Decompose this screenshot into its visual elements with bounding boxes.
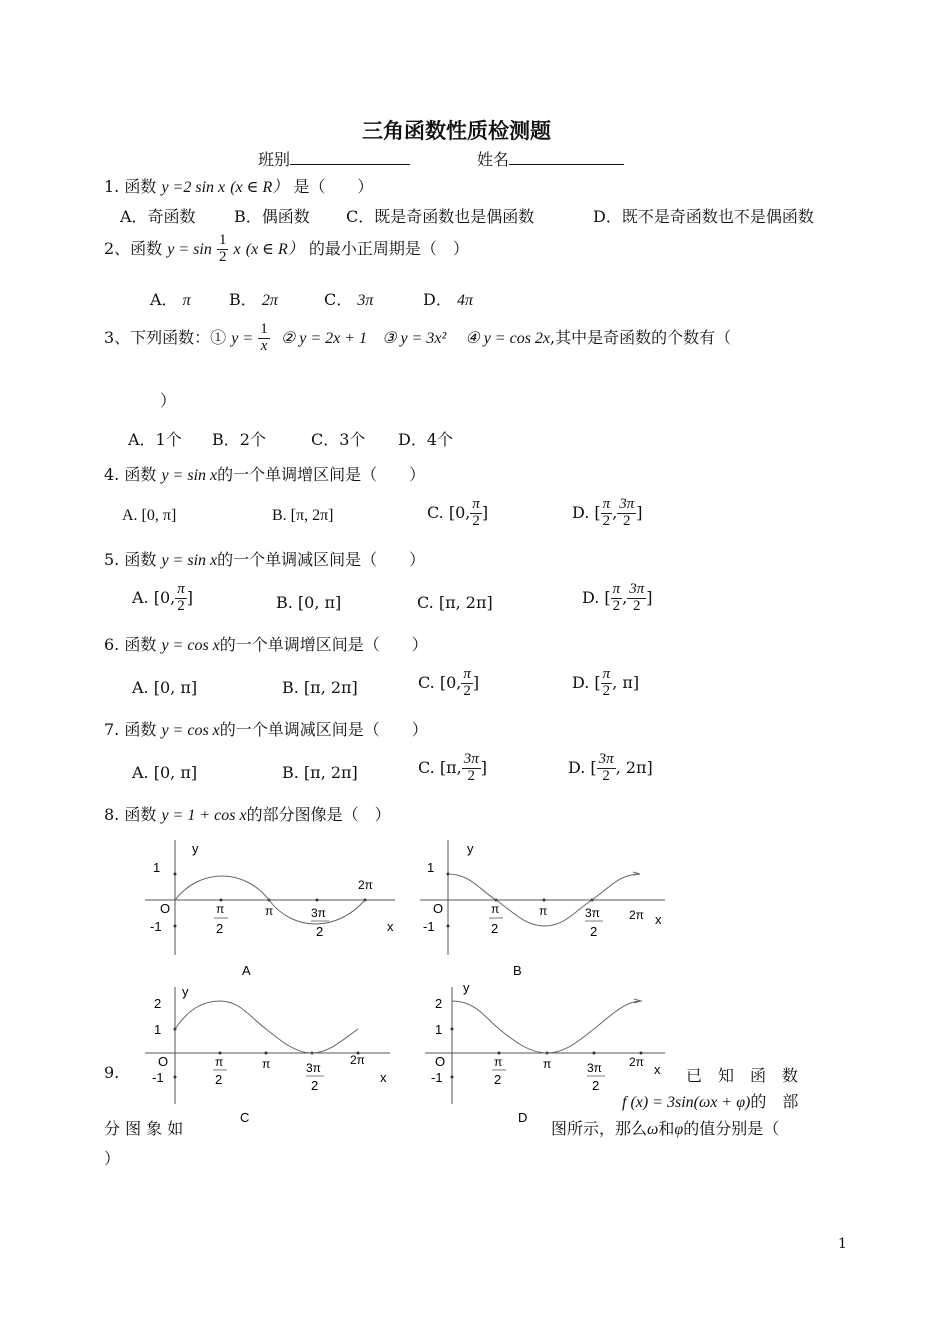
x-tick-label: 2π [629, 908, 644, 922]
q6-option-c[interactable]: C. [0, $\frac{\pi}{2}$ ] [418, 666, 480, 699]
y-tick-label: 1 [154, 1022, 162, 1037]
x-tick-label: 2π [358, 878, 373, 892]
question-6 [104, 632, 428, 655]
q9-text-left: 分 图 象 如 [104, 1119, 184, 1138]
class-label: 班别 [258, 150, 291, 169]
question-4 [104, 462, 425, 485]
x-axis-label: x [655, 912, 662, 927]
x-tick-label: π [216, 902, 225, 916]
y-tick-label: -1 [423, 919, 435, 934]
y-tick-label: -1 [152, 1070, 164, 1085]
graph-c[interactable] [140, 982, 400, 1122]
y-tick-label: 2 [154, 996, 162, 1011]
y-tick-label: 2 [435, 996, 443, 1011]
q2-domain: (x ∈ R） [245, 240, 304, 258]
x-axis-label: x [387, 919, 394, 934]
x-tick-label: π [539, 904, 548, 918]
x-tick-label: π [491, 902, 500, 916]
q2-stem: 2、函数 [104, 238, 163, 258]
x-axis-label: x [654, 1062, 661, 1077]
q3-f3: ③ y = 3x² [382, 329, 447, 347]
q3-option-b[interactable]: B．2个 [212, 430, 266, 449]
q9-text-tail: 图所示，那么ω和φ的值分别是（ [551, 1119, 780, 1138]
q9-number: 9. [104, 1063, 120, 1082]
y-tick-label: 1 [435, 1022, 443, 1037]
q6-expr: y = cos x [161, 637, 220, 654]
name-label: 姓名 [477, 150, 510, 169]
question-3 [104, 322, 731, 355]
class-field [258, 147, 410, 170]
x-tick-label: π [215, 1055, 224, 1069]
q3-f4: ④ y = cos 2x [465, 329, 551, 347]
q2-option-d[interactable]: D． 4π [423, 290, 473, 309]
x-tick-label: π [543, 1057, 552, 1071]
y-tick-label: -1 [150, 919, 162, 934]
x-tick-den: 2 [316, 924, 324, 939]
q3-f2: ② y = 2x + 1 [280, 329, 368, 347]
q6-option-d[interactable]: D. [ $\frac{\pi}{2}$ , π] [572, 666, 640, 699]
graph-b[interactable] [415, 835, 685, 985]
q2-expr: y = sin [167, 240, 212, 258]
q1-option-b[interactable]: B．偶函数 [234, 207, 310, 226]
q5-expr: y = sin x [161, 552, 218, 569]
q6-suffix: 的一个单调增区间是（ ） [219, 635, 428, 654]
x-tick-den: 2 [590, 924, 598, 939]
y-tick-label: 1 [427, 860, 435, 875]
x-tick-label: π [494, 1055, 503, 1069]
q2-option-a[interactable]: A． π [150, 290, 191, 309]
q2-suffix: 的最小正周期是（ ） [308, 238, 469, 258]
q7-option-b[interactable]: B. [π, 2π] [282, 763, 358, 782]
q7-option-d[interactable]: D. [ $\frac{3\pi}{2}$ , 2π] [568, 751, 653, 784]
q9-text-right-1: 已 知 函 数 [686, 1066, 799, 1085]
x-tick-label: 3π [311, 906, 326, 920]
origin-label: O [160, 901, 171, 916]
x-tick-den: 2 [311, 1078, 319, 1093]
q3-close-paren: ） [160, 391, 177, 410]
q7-stem: 7. 函数 [104, 720, 157, 739]
page-title: 三角函数性质检测题 [362, 119, 551, 143]
question-1 [104, 174, 373, 197]
q1-stem: 1. 函数 [104, 177, 157, 196]
q5-option-c[interactable]: C. [π, 2π] [417, 593, 493, 612]
q1-option-d[interactable]: D．既不是奇函数也不是偶函数 [593, 207, 814, 226]
q4-stem: 4. 函数 [104, 465, 157, 484]
x-tick-label: 2π [350, 1053, 365, 1067]
x-tick-label: π [265, 904, 274, 918]
x-tick-den: 2 [216, 921, 224, 936]
q1-expr: y =2 sin x [161, 179, 226, 196]
q8-suffix: 的部分图像是（ ） [246, 805, 391, 824]
question-7 [104, 717, 428, 740]
graph-label: A [242, 963, 251, 978]
q3-stem: 3、下列函数：① [104, 327, 227, 347]
q1-suffix: 是（ ） [293, 177, 374, 196]
q8-expr: y = 1 + cos x [161, 807, 247, 824]
x-tick-den: 2 [215, 1072, 223, 1087]
q5-option-d[interactable]: D. [ $\frac{\pi}{2}$ , $\frac{3\pi}{2}$ ] [582, 581, 653, 614]
question-8 [104, 802, 391, 825]
q4-expr: y = sin x [161, 467, 218, 484]
q6-stem: 6. 函数 [104, 635, 157, 654]
y-axis-label: y [182, 984, 189, 999]
q5-stem: 5. 函数 [104, 550, 157, 569]
question-2 [104, 233, 469, 266]
q7-option-c[interactable]: C. [π, $\frac{3\pi}{2}$ ] [418, 751, 487, 784]
q3-option-c[interactable]: C．3个 [311, 430, 366, 449]
q5-option-a[interactable]: A. [0, $\frac{\pi}{2}$ ] [132, 581, 193, 614]
q3-suffix: ,其中是奇函数的个数有（ [550, 327, 732, 347]
q6-option-a[interactable]: A. [0, π] [132, 678, 198, 697]
x-tick-den: 2 [491, 921, 499, 936]
q6-option-b[interactable]: B. [π, 2π] [282, 678, 358, 697]
x-tick-den: 2 [494, 1072, 502, 1087]
q5-suffix: 的一个单调减区间是（ ） [217, 550, 426, 569]
q9-func: f (x) = 3sin(ωx + φ) [622, 1094, 751, 1111]
x-axis-label: x [380, 1070, 387, 1085]
y-tick-label: 1 [153, 860, 161, 875]
origin-label: O [158, 1054, 169, 1069]
y-axis-label: y [192, 841, 199, 856]
y-axis-label: y [463, 982, 470, 995]
q5-option-b[interactable]: B. [0, π] [276, 593, 342, 612]
q2-var: x [233, 240, 241, 258]
x-tick-den: 2 [592, 1078, 600, 1093]
q4-option-a[interactable]: A. [0, π] [122, 507, 177, 524]
y-axis-label: y [467, 841, 474, 856]
graph-label: C [240, 1110, 250, 1122]
q2-fraction: $\frac{1}{2}$ [218, 232, 227, 265]
origin-label: O [435, 1054, 446, 1069]
q1-domain: (x ∈ R） [230, 179, 289, 196]
x-tick-label: 2π [629, 1055, 644, 1069]
origin-label: O [433, 901, 444, 916]
q1-option-a[interactable]: A．奇函数 [120, 207, 196, 226]
x-tick-label: 3π [587, 1061, 602, 1075]
x-tick-label: 3π [585, 906, 600, 920]
q1-option-c[interactable]: C．既是奇函数也是偶函数 [346, 207, 535, 226]
page-number: 1 [838, 1236, 847, 1252]
q3-option-d[interactable]: D．4个 [398, 430, 454, 449]
q9-text-right-2: 的 部 [750, 1092, 799, 1111]
question-5 [104, 547, 425, 570]
q7-expr: y = cos x [161, 722, 220, 739]
class-blank[interactable] [290, 150, 410, 165]
q3-f1-fraction: $\frac{1}{x}$ [260, 321, 268, 354]
x-tick-label: π [262, 1057, 271, 1071]
x-tick-label: 3π [306, 1061, 321, 1075]
graph-a[interactable] [140, 835, 410, 985]
q8-stem: 8. 函数 [104, 805, 157, 824]
q4-option-b[interactable]: B. [π, 2π] [272, 507, 334, 524]
graph-label: B [513, 963, 522, 978]
name-field [477, 147, 624, 170]
graph-label: D [518, 1110, 528, 1122]
q4-suffix: 的一个单调增区间是（ ） [217, 465, 426, 484]
q4-option-c[interactable]: C. [0, $\frac{\pi}{2}$ ] [427, 496, 489, 529]
q3-f1: y = [231, 329, 254, 347]
q2-option-b[interactable]: B． 2π [229, 290, 278, 309]
q9-function [622, 1089, 798, 1112]
q7-option-a[interactable]: A. [0, π] [132, 763, 198, 782]
y-tick-label: -1 [431, 1070, 443, 1085]
q3-option-a[interactable]: A．1个 [128, 430, 182, 449]
name-blank[interactable] [509, 150, 624, 165]
q4-option-d[interactable]: D. [ $\frac{\pi}{2}$ , $\frac{3\pi}{2}$ ] [572, 496, 643, 529]
q7-suffix: 的一个单调减区间是（ ） [219, 720, 428, 739]
q2-option-c[interactable]: C． 3π [324, 290, 374, 309]
q9-close-paren: ） [104, 1149, 121, 1168]
